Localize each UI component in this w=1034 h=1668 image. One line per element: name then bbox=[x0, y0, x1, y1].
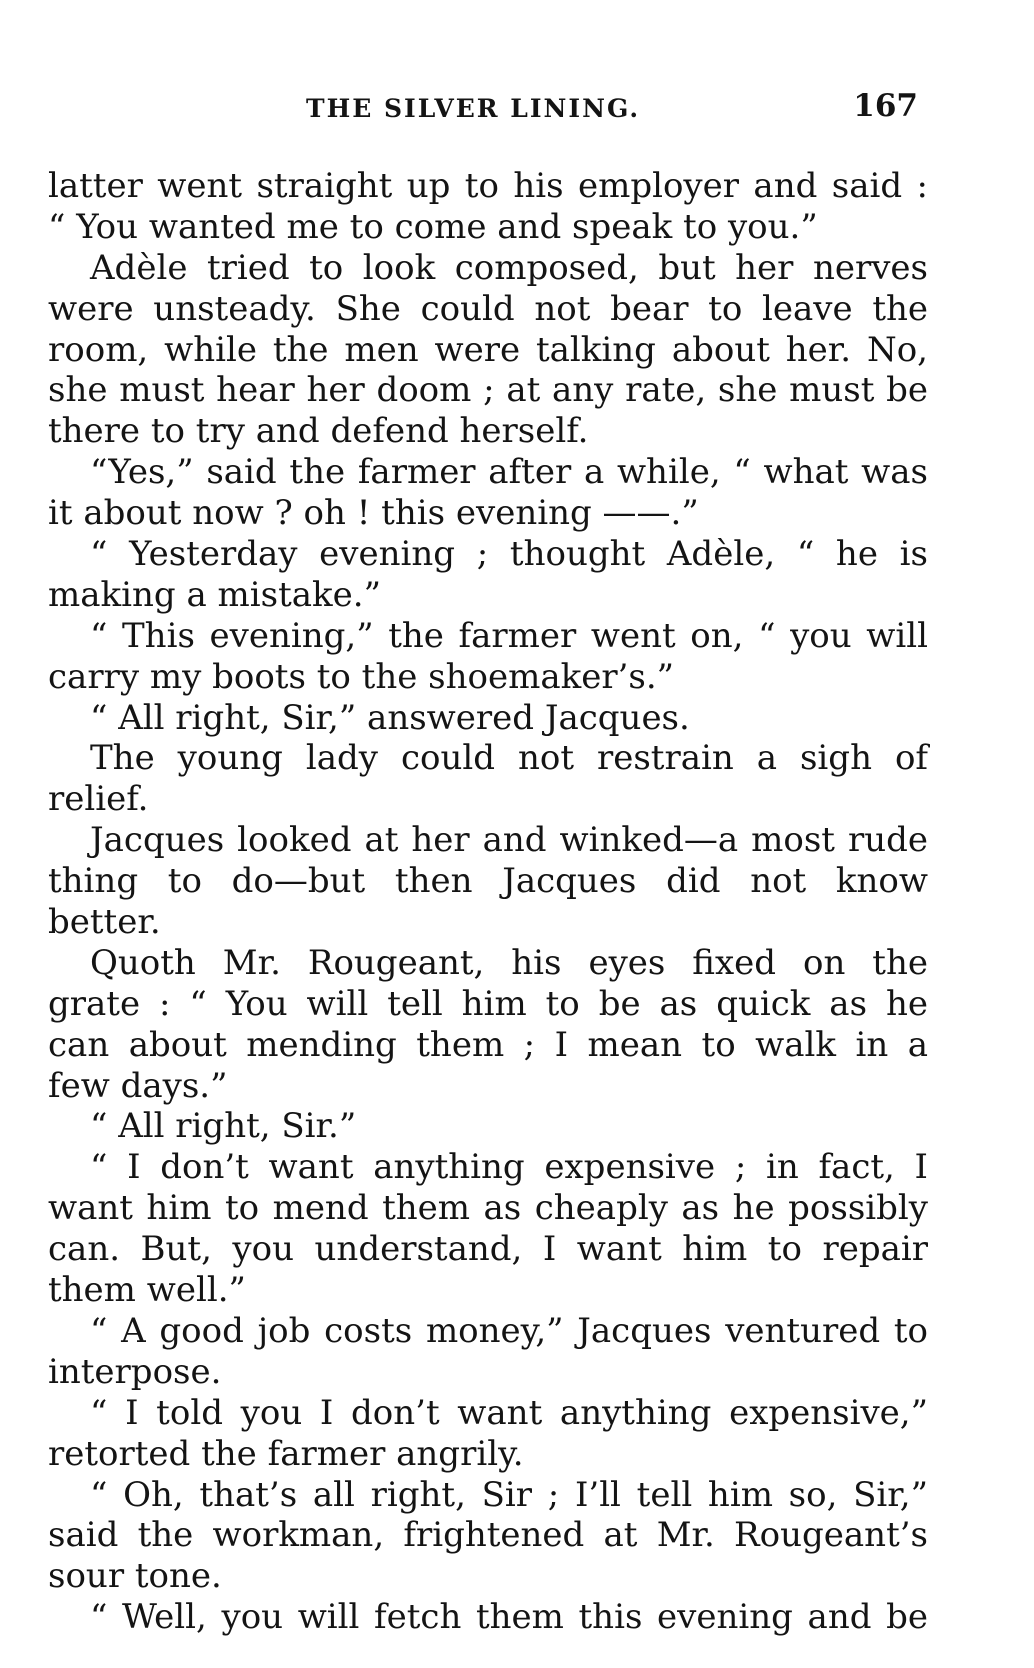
text-line: “ A good job costs money,” Jacques ventured to bbox=[90, 1310, 928, 1351]
text-line: can about mending them ; I mean to walk in a bbox=[48, 1024, 928, 1065]
text-line: “Yes,” said the farmer after a while, “ what was bbox=[90, 452, 928, 493]
text-line: The young lady could not restrain a sigh of bbox=[90, 738, 928, 779]
text-line: grate : “ You will tell him to be as quick as he bbox=[48, 983, 928, 1024]
text-line: she must hear her doom ; at any rate, she must be bbox=[48, 370, 928, 411]
text-line: Adèle tried to look composed, but her nerves bbox=[90, 247, 928, 288]
text-line: “ Well, you will fetch them this evening and be bbox=[90, 1597, 928, 1638]
text-line: there to try and defend herself. bbox=[48, 411, 589, 452]
text-line: them well.” bbox=[48, 1270, 246, 1311]
text-line: “ Yesterday evening ; thought Adèle, “ he is bbox=[90, 534, 928, 575]
text-line: relief. bbox=[48, 779, 149, 820]
text-line: few days.” bbox=[48, 1065, 228, 1106]
text-line: want him to mend them as cheaply as he possibly bbox=[48, 1188, 928, 1229]
text-line: “ Oh, that’s all right, Sir ; I’ll tell him so, Sir,” bbox=[90, 1474, 928, 1515]
text-line: interpose. bbox=[48, 1351, 222, 1392]
text-line: room, while the men were talking about her. No, bbox=[48, 329, 928, 370]
text-line: latter went straight up to his employer and said : bbox=[48, 166, 928, 206]
text-line: “ All right, Sir,” answered Jacques. bbox=[90, 697, 690, 738]
text-line: “ I don’t want anything expensive ; in fact, I bbox=[90, 1147, 928, 1188]
text-line: making a mistake.” bbox=[48, 574, 381, 615]
text-line: better. bbox=[48, 902, 161, 943]
text-line: “ This evening,” the farmer went on, “ you will bbox=[90, 615, 928, 656]
body-text bbox=[48, 166, 928, 1638]
text-line: “ I told you I don’t want anything expensive,” bbox=[90, 1392, 928, 1433]
running-header bbox=[48, 88, 918, 132]
text-line: were unsteady. She could not bear to leave the bbox=[48, 288, 928, 329]
text-line: Quoth Mr. Rougeant, his eyes fixed on the bbox=[90, 942, 928, 983]
text-line: Jacques looked at her and winked—a most rude bbox=[90, 820, 928, 861]
text-line: carry my boots to the shoemaker’s.” bbox=[48, 656, 675, 697]
text-line: “ You wanted me to come and speak to you.” bbox=[48, 206, 818, 247]
running-title: THE SILVER LINING. bbox=[306, 94, 641, 123]
text-line: it about now ? oh ! this evening ——.” bbox=[48, 493, 699, 534]
text-line: “ All right, Sir.” bbox=[90, 1106, 357, 1147]
text-line: can. But, you understand, I want him to repair bbox=[48, 1229, 928, 1270]
text-line: said the workman, frightened at Mr. Rougeant’s bbox=[48, 1515, 928, 1556]
text-line: sour tone. bbox=[48, 1556, 222, 1597]
text-line: retorted the farmer angrily. bbox=[48, 1433, 524, 1474]
text-line: thing to do—but then Jacques did not know bbox=[48, 861, 928, 902]
page-number: 167 bbox=[853, 88, 918, 124]
